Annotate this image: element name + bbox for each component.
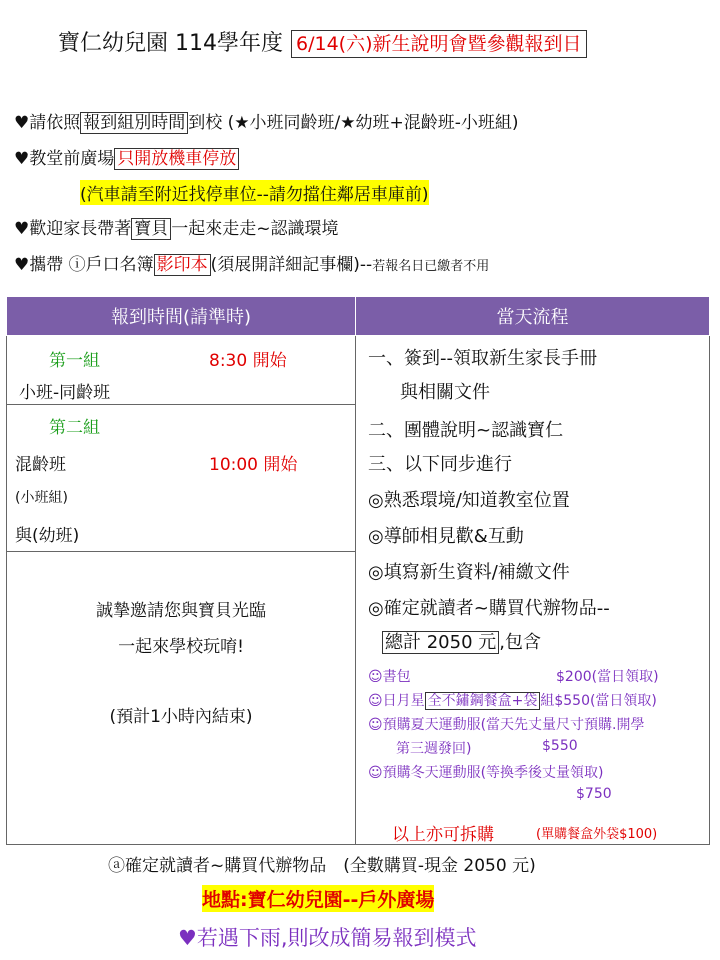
flow-step-6: ◎填寫新生資料/補繳文件 bbox=[368, 562, 570, 583]
item-bag-price: $200(當日領取) bbox=[556, 669, 659, 685]
note-bring-red: 影印本 bbox=[154, 254, 211, 276]
flow-block bbox=[356, 336, 709, 844]
group1-class: 小班-同齡班 bbox=[19, 383, 111, 403]
group1-name: 第一組 bbox=[49, 351, 100, 371]
event-title: 6/14(六)新生說明會暨參觀報到日 bbox=[291, 30, 587, 58]
col-header-flow: 當天流程 bbox=[356, 297, 710, 336]
note-arrival-prefix: ♥請依照 bbox=[14, 113, 81, 133]
group1-time: 8:30 開始 bbox=[209, 351, 287, 371]
note-parking-red: 只開放機車停放 bbox=[114, 148, 239, 170]
group2-class1: 混齡班 bbox=[15, 455, 66, 475]
school-title: 寶仁幼兒園 114學年度 bbox=[58, 31, 283, 56]
page-title bbox=[58, 26, 587, 57]
note-welcome bbox=[14, 214, 339, 239]
note-welcome-box: 寶貝 bbox=[131, 218, 171, 240]
split-purchase-note: (單購餐盒外袋$100) bbox=[536, 827, 658, 842]
estimate-text: (預計1小時內結束) bbox=[109, 707, 253, 727]
footer-location: 地點:寶仁幼兒園--戶外廣場 bbox=[202, 885, 434, 912]
time-column bbox=[7, 336, 356, 845]
item-lunchbox-prefix: ☺日月星 bbox=[368, 693, 425, 709]
item-lunchbox bbox=[368, 690, 657, 710]
item-bag: ☺書包 bbox=[368, 669, 411, 685]
circle-one-icon: ⓘ bbox=[68, 255, 86, 275]
flow-total-suffix: ,包含 bbox=[499, 632, 541, 653]
footer-rain: ♥若遇下雨,則改成簡易報到模式 bbox=[178, 926, 477, 950]
note-bring-mid: 戶口名簿 bbox=[85, 255, 154, 275]
note-car: (汽車請至附近找停車位--請勿擋住鄰居車庫前) bbox=[80, 180, 429, 205]
note-bring-suffix: (須展開詳細記事欄)-- bbox=[210, 255, 373, 275]
note-bring-small: 若報名日已繳者不用 bbox=[372, 259, 490, 274]
note-arrival-box: 報到組別時間 bbox=[80, 112, 188, 134]
group2-row bbox=[7, 405, 355, 551]
split-purchase: 以上亦可拆購 bbox=[392, 825, 494, 845]
item-winter-uniform: ☺預購冬天運動服(等換季後丈量領取) bbox=[368, 765, 604, 781]
flow-column bbox=[356, 336, 710, 845]
flow-step-2: 二、團體說明~認識寶仁 bbox=[368, 420, 564, 441]
item-lunchbox-box: 全不鏽鋼餐盒+袋 bbox=[425, 692, 541, 710]
schedule-table bbox=[6, 296, 710, 845]
item-summer-uniform-2: 第三週發回) bbox=[396, 741, 472, 757]
item-summer-uniform: ☺預購夏天運動服(當天先丈量尺寸預購.開學 bbox=[368, 717, 645, 733]
note-arrival bbox=[14, 108, 519, 133]
flow-step-4: ◎熟悉環境/知道教室位置 bbox=[368, 490, 570, 511]
note-arrival-suffix: 到校 (★小班同齡班/★幼班+混齡班-小班組) bbox=[188, 113, 519, 133]
invite-block bbox=[7, 552, 355, 842]
group2-class3: 與(幼班) bbox=[15, 526, 80, 546]
flow-step-1a: 一、簽到--領取新生家長手冊 bbox=[368, 348, 597, 369]
flow-step-7: ◎確定就讀者~購買代辦物品-- bbox=[368, 598, 610, 619]
group1-row bbox=[7, 336, 355, 404]
flow-step-1b: 與相關文件 bbox=[400, 382, 490, 403]
flow-total-box: 總計 2050 元 bbox=[382, 631, 499, 654]
flow-step-3: 三、以下同步進行 bbox=[368, 454, 512, 475]
footer-purchase: ⓐ確定就讀者~購買代辦物品 (全數購買-現金 2050 元) bbox=[108, 856, 536, 876]
note-welcome-prefix: ♥歡迎家長帶著 bbox=[14, 219, 132, 239]
item-summer-price: $550 bbox=[542, 738, 578, 754]
group2-time: 10:00 開始 bbox=[209, 455, 298, 475]
flow-total bbox=[382, 628, 541, 654]
item-lunchbox-suffix: 組$550(當日領取) bbox=[540, 693, 657, 709]
note-parking-prefix: ♥教堂前廣場 bbox=[14, 149, 115, 169]
item-winter-price: $750 bbox=[576, 786, 612, 802]
note-bring bbox=[14, 250, 489, 275]
note-parking bbox=[14, 144, 239, 169]
invite-line-2: 一起來學校玩唷! bbox=[118, 637, 244, 657]
note-bring-prefix: ♥攜帶 bbox=[14, 255, 69, 275]
col-header-time: 報到時間(請準時) bbox=[7, 297, 356, 336]
flow-step-5: ◎導師相見歡&互動 bbox=[368, 526, 524, 547]
group2-name: 第二組 bbox=[49, 418, 100, 438]
group2-class2: (小班組) bbox=[15, 490, 68, 506]
invite-line-1: 誠摯邀請您與寶貝光臨 bbox=[96, 601, 266, 621]
note-welcome-suffix: 一起來走走~認識環境 bbox=[171, 219, 339, 239]
